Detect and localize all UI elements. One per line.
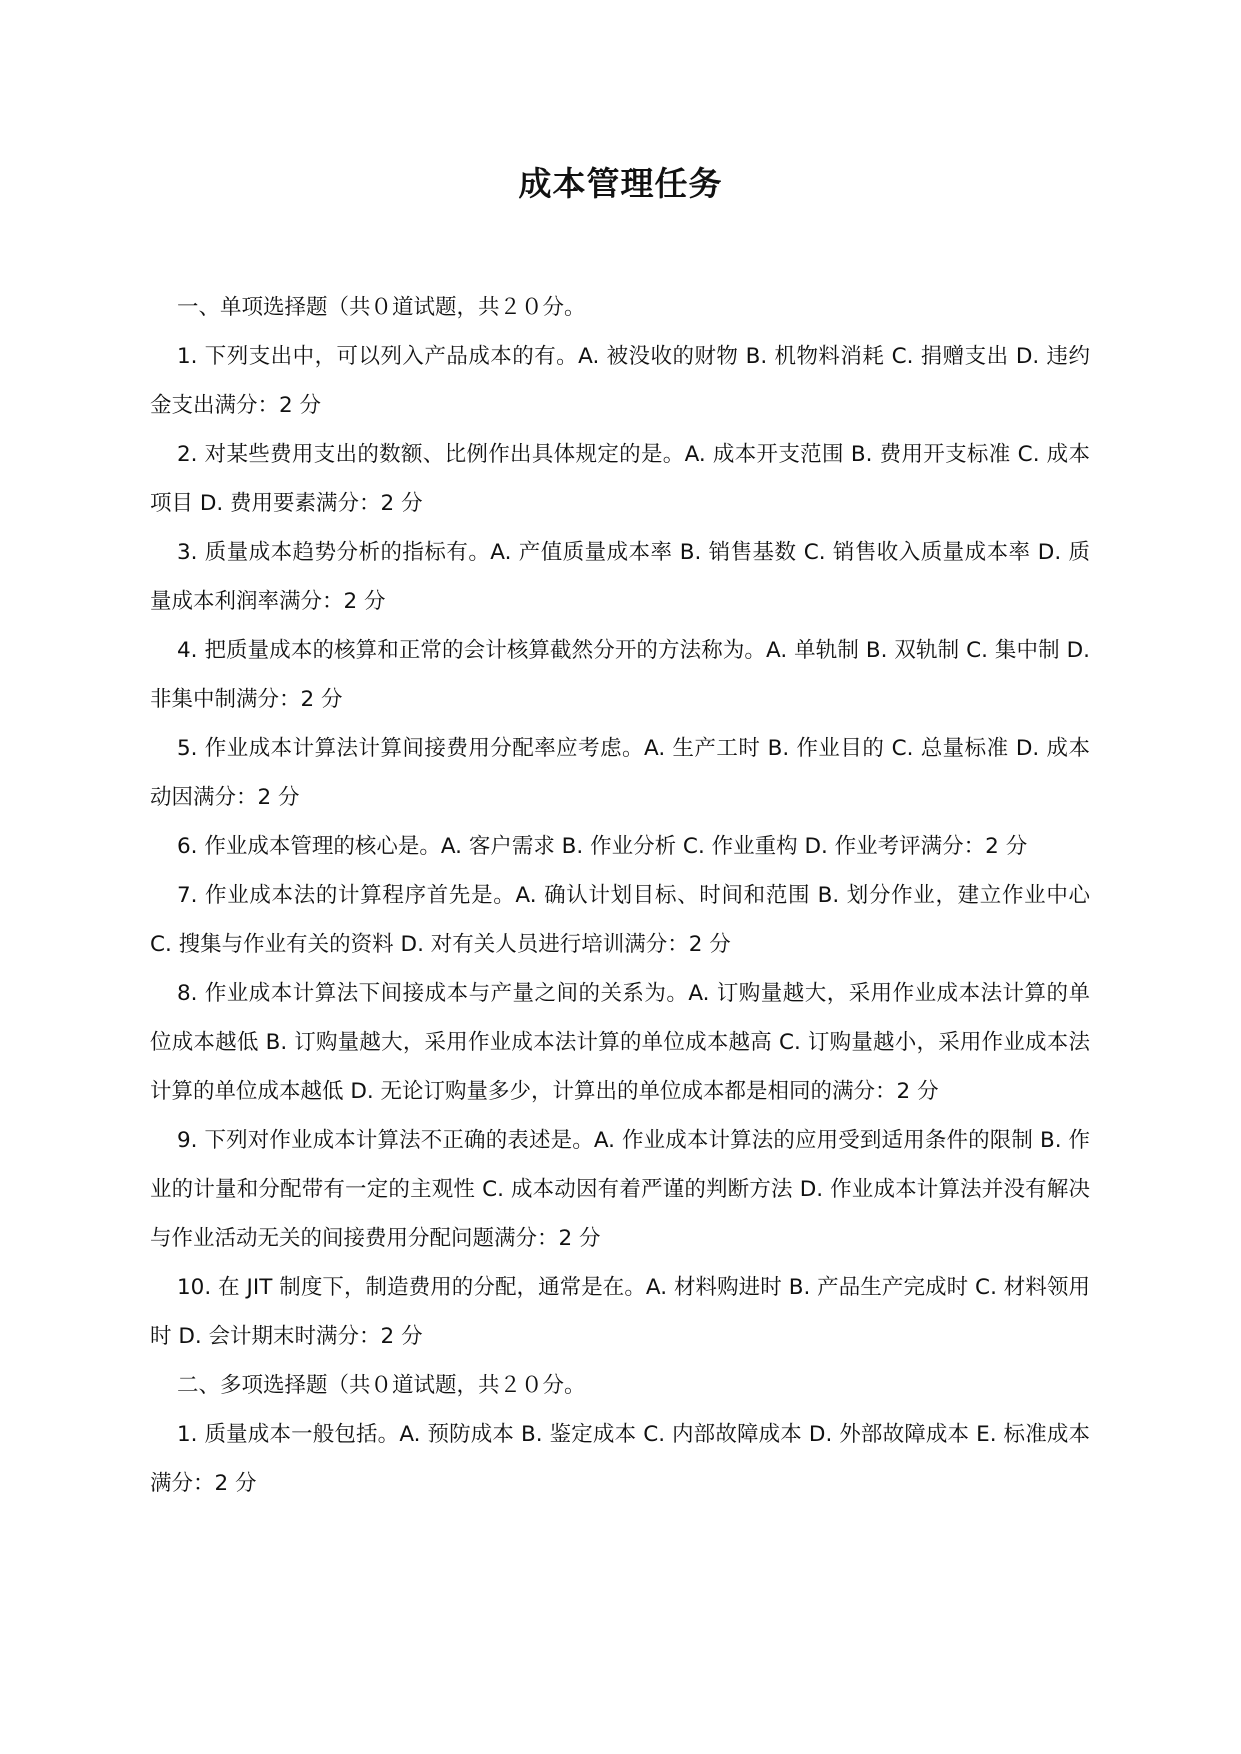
section-heading-single-choice: 一、单项选择题（共０道试题，共２０分。 [177, 295, 586, 320]
document-body [150, 283, 1090, 1508]
question-paragraph: 6. 作业成本管理的核心是。A. 客户需求 B. 作业分析 C. 作业重构 D. 作业考评满分：2 分 [177, 834, 1028, 859]
question-paragraph: 5. 作业成本计算法计算间接费用分配率应考虑。A. 生产工时 B. 作业目的 C. 总量标准 D. 成本动因满分：2 分 [150, 736, 1090, 810]
question-paragraph: 3. 质量成本趋势分析的指标有。A. 产值质量成本率 B. 销售基数 C. 销售收入质量成本率 D. 质量成本利润率满分：2 分 [150, 540, 1090, 614]
question-paragraph: 2. 对某些费用支出的数额、比例作出具体规定的是。A. 成本开支范围 B. 费用开支标准 C. 成本项目 D. 费用要素满分：2 分 [150, 442, 1090, 516]
question-paragraph: 8. 作业成本计算法下间接成本与产量之间的关系为。A. 订购量越大，采用作业成本法计算的单位成本越低 B. 订购量越大，采用作业成本法计算的单位成本越高 C. 订购量越小，采用作业成本法计算的单位成本越低 D. 无论订购量多少，计算出的单位成本都是相同的满分：2 分 [150, 981, 1090, 1104]
section-heading-multiple-choice: 二、多项选择题（共０道试题，共２０分。 [177, 1373, 586, 1398]
question-paragraph: 1. 下列支出中，可以列入产品成本的有。A. 被没收的财物 B. 机物料消耗 C. 捐赠支出 D. 违约金支出满分：2 分 [150, 344, 1090, 418]
question-paragraph: 4. 把质量成本的核算和正常的会计核算截然分开的方法称为。A. 单轨制 B. 双轨制 C. 集中制 D. 非集中制满分：2 分 [150, 638, 1090, 712]
question-paragraph: 9. 下列对作业成本计算法不正确的表述是。A. 作业成本计算法的应用受到适用条件的限制 B. 作业的计量和分配带有一定的主观性 C. 成本动因有着严谨的判断方法 D. 作业成本计算法并没有解决与作业活动无关的间接费用分配问题满分：2 分 [150, 1128, 1090, 1251]
question-paragraph: 7. 作业成本法的计算程序首先是。A. 确认计划目标、时间和范围 B. 划分作业，建立作业中心 C. 搜集与作业有关的资料 D. 对有关人员进行培训满分：2 分 [150, 883, 1090, 957]
document-title: 成本管理任务 [518, 164, 723, 203]
question-paragraph: 10. 在 JIT 制度下，制造费用的分配，通常是在。A. 材料购进时 B. 产品生产完成时 C. 材料领用时 D. 会计期末时满分：2 分 [150, 1275, 1090, 1349]
question-paragraph: 1. 质量成本一般包括。A. 预防成本 B. 鉴定成本 C. 内部故障成本 D. 外部故障成本 E. 标准成本满分：2 分 [150, 1422, 1090, 1496]
